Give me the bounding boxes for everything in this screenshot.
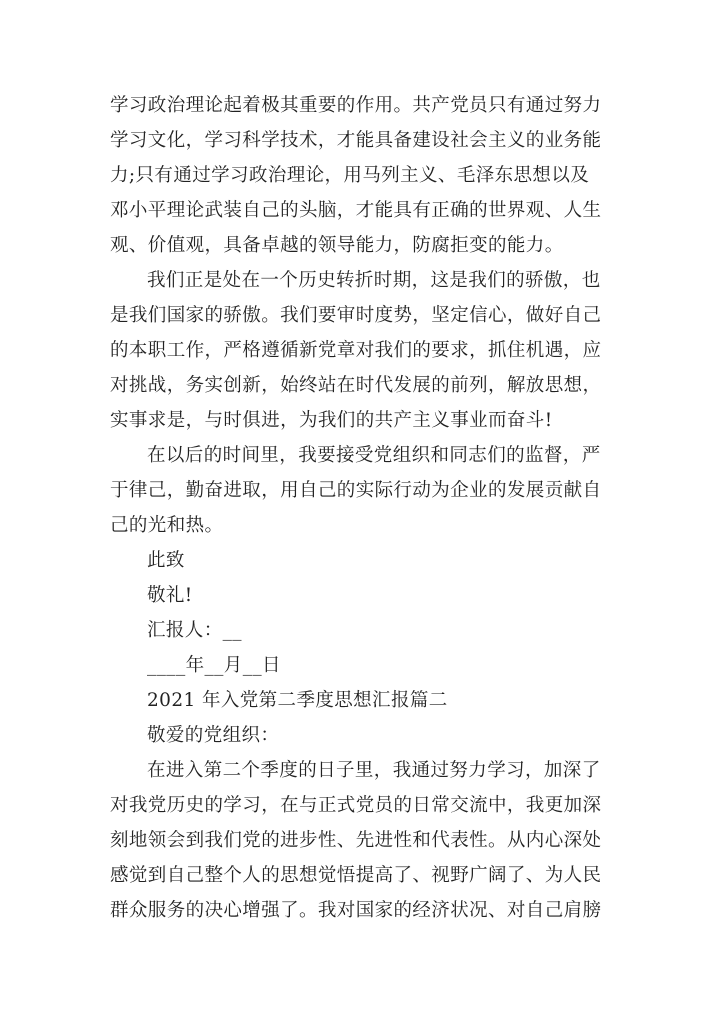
text-line: 是我们国家的骄傲。我们要审时度势，坚定信心，做好自己 [110, 305, 602, 326]
text-line: 观、价值观，具备卓越的领导能力，防腐拒变的能力。 [110, 235, 564, 256]
text-line: 此致 [147, 550, 185, 571]
text-line: 己的光和热。 [110, 515, 224, 536]
text-line: 的本职工作，严格遵循新党章对我们的要求，抓住机遇，应 [110, 340, 602, 361]
text-line: 在以后的时间里，我要接受党组织和同志们的监督，严 [147, 445, 601, 466]
text-line: 邓小平理论武装自己的头脑，才能具有正确的世界观、人生 [110, 200, 602, 221]
text-line: 在进入第二个季度的日子里，我通过努力学习，加深了 [147, 760, 601, 781]
text-line: 敬爱的党组织： [147, 725, 280, 746]
document-body [110, 88, 622, 928]
text-line: 学习政治理论起着极其重要的作用。共产党员只有通过努力 [110, 95, 602, 116]
text-line: 于律己，勤奋进取，用自己的实际行动为企业的发展贡献自 [110, 480, 602, 501]
text-line: 力;只有通过学习政治理论，用马列主义、毛泽东思想以及 [110, 165, 590, 186]
text-line: 实事求是，与时俱进，为我们的共产主义事业而奋斗! [110, 410, 553, 431]
text-line: 学习文化，学习科学技术，才能具备建设社会主义的业务能 [110, 130, 602, 151]
text-line: 对我党历史的学习，在与正式党员的日常交流中，我更加深 [110, 795, 602, 816]
text-line: 群众服务的决心增强了。我对国家的经济状况、对自己肩膀 [110, 900, 602, 921]
text-line: 对挑战，务实创新，始终站在时代发展的前列，解放思想， [110, 375, 602, 396]
text-line: 感觉到自己整个人的思想觉悟提高了、视野广阔了、为人民 [110, 865, 602, 886]
text-line: 我们正是处在一个历史转折时期，这是我们的骄傲，也 [147, 270, 601, 291]
text-line: 刻地领会到我们党的进步性、先进性和代表性。从内心深处 [110, 830, 602, 851]
text-line: 汇报人：__ [147, 620, 242, 641]
text-line: 2021 年入党第二季度思想汇报篇二 [147, 690, 448, 711]
text-line: ____年__月__日 [147, 655, 281, 676]
text-line: 敬礼! [147, 585, 193, 606]
